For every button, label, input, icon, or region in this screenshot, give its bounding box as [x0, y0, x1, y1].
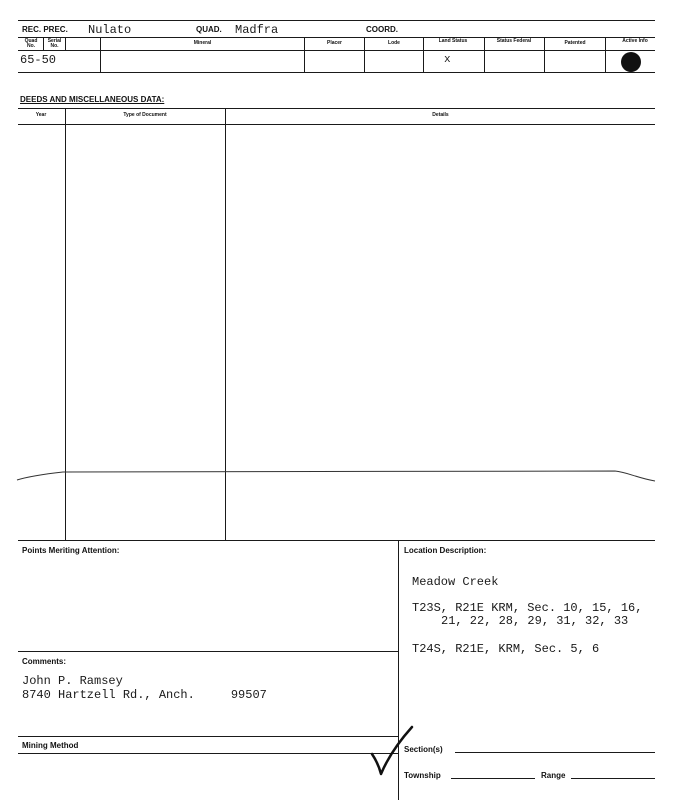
points-bottom-rule — [18, 651, 398, 652]
deeds-col-year: Year — [35, 112, 47, 118]
col-header-land-status: Land Status — [438, 38, 468, 44]
coord-label: COORD. — [366, 25, 398, 34]
comments-bottom-rule — [18, 736, 398, 737]
township-fill-line — [451, 778, 535, 779]
active-marker-dot — [621, 52, 641, 72]
location-legal-1a: T23S, R21E KRM, Sec. 10, 15, 16, — [412, 601, 643, 615]
page-fold-line — [15, 462, 658, 488]
col-header-quad-no: Quad No. — [24, 38, 38, 49]
col-divider — [484, 37, 485, 73]
township-label: Township — [404, 771, 441, 780]
mining-method-rule — [18, 753, 398, 754]
comments-line-1: John P. Ramsey — [22, 674, 123, 688]
range-fill-line — [571, 778, 655, 779]
comments-line-2: 8740 Hartzell Rd., Anch. 99507 — [22, 688, 267, 702]
col-divider — [65, 37, 66, 50]
deeds-header-rule — [18, 124, 655, 125]
quad-no-value: 65-50 — [20, 53, 57, 67]
location-legal-2: T24S, R21E, KRM, Sec. 5, 6 — [412, 642, 600, 656]
comments-label: Comments: — [22, 657, 67, 666]
table-header-rule — [18, 50, 655, 51]
check-mark-icon — [368, 722, 418, 782]
rec-prec-value: Nulato — [88, 23, 132, 37]
deeds-section-title: DEEDS AND MISCELLANEOUS DATA: — [20, 95, 165, 104]
lower-top-rule — [18, 540, 655, 541]
claim-table — [18, 37, 655, 73]
col-header-serial-no: Serial No. — [47, 38, 62, 49]
range-label: Range — [541, 771, 566, 780]
deeds-col-details: Details — [432, 112, 449, 118]
location-description-label: Location Description: — [404, 546, 487, 555]
points-label: Points Meriting Attention: — [22, 546, 120, 555]
col-header-active-info: Active Info — [622, 38, 648, 44]
table-bottom-rule — [18, 72, 655, 73]
quad-label: QUAD. — [196, 25, 222, 34]
rec-prec-label: REC. PREC. — [22, 25, 68, 34]
deeds-col-type: Type of Document — [123, 112, 167, 118]
deeds-top-rule — [18, 108, 655, 109]
top-rule — [18, 20, 655, 21]
col-divider — [423, 37, 424, 73]
land-status-value: x — [444, 54, 451, 66]
location-legal-1b: 21, 22, 28, 29, 31, 32, 33 — [441, 614, 629, 628]
col-header-lode: Lode — [388, 40, 400, 46]
col-header-placer: Placer — [326, 40, 342, 46]
col-header-patented: Patented — [564, 40, 586, 46]
table-top-rule — [18, 37, 655, 38]
mining-method-label: Mining Method — [22, 741, 79, 750]
section-label: Section(s) — [404, 745, 443, 754]
location-place: Meadow Creek — [412, 575, 499, 589]
quad-value: Madfra — [235, 23, 279, 37]
col-divider — [605, 37, 606, 73]
col-header-status-federal: Status Federal — [496, 38, 532, 44]
section-fill-line — [455, 752, 655, 753]
col-header-mineral: Mineral — [193, 40, 212, 46]
